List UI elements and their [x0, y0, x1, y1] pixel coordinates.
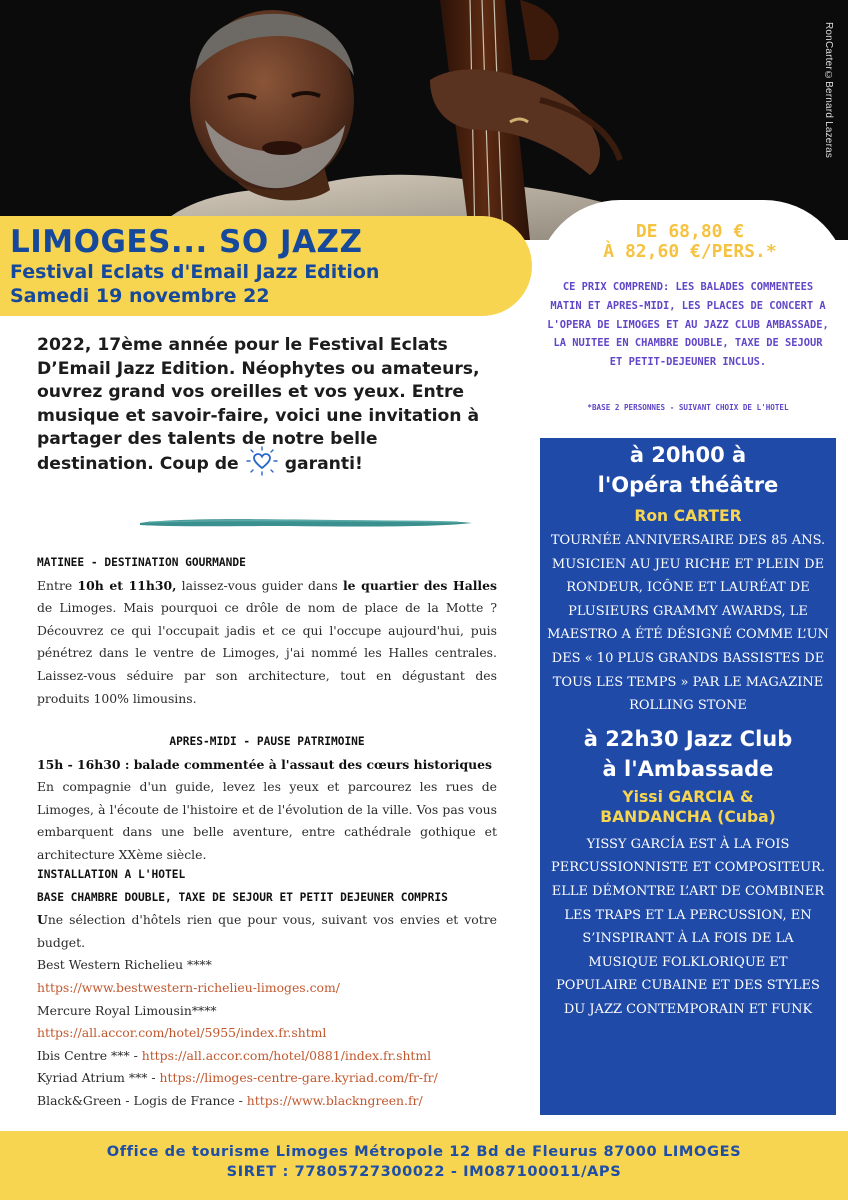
concert-panel [540, 438, 836, 1115]
page-title: LIMOGES... SO JAZZ [10, 224, 363, 260]
matinee-text-2: laissez-vous guider dans [176, 577, 343, 593]
hotel-2-link[interactable]: https://all.accor.com/hotel/5955/index.fr.shtml [37, 1025, 327, 1041]
hotel-section [37, 864, 497, 1113]
price-description: CE PRIX COMPREND: LES BALADES COMMENTEES MATIN ET APRES-MIDI, LES PLACES DE CONCERT A L'OPERA DE LIMOGES ET AU JAZZ CLUB AMBASSADE, LA NUITEE EN CHAMBRE DOUBLE, TAXE DE SEJOUR ET PETIT-DEJEUNER INCLUS. [547, 281, 829, 369]
afternoon-text: En compagnie d'un guide, levez les yeux et parcourez les rues de Limoges, à l'écoute de l'histoire et de l'évolution de la ville. Vos pas vous embarquent dans une belle aventure, entre cathédrale gothique et architecture XXème siècle. [37, 779, 497, 862]
price-from: DE 68,80 € [635, 221, 745, 242]
heart-icon [245, 446, 279, 476]
intro-text: 2022, 17ème année pour le Festival Eclats D’Email Jazz Edition. Néophytes ou amateurs, ouvrez grand vos oreilles et vos yeux. Entre musique et savoir-faire, voici une invitation à partager des talents de notre belle destination. Coup de [37, 335, 480, 474]
hotel-2-name: Mercure Royal Limousin**** [37, 1002, 217, 1018]
photo-credit: RonCarter©Bernard Lazeras [823, 22, 834, 159]
afternoon-heading: APRES-MIDI - PAUSE PATRIMOINE [169, 735, 365, 748]
hotel-heading: INSTALLATION A L'HOTEL [37, 868, 186, 881]
intro-text-end: garanti! [284, 453, 363, 474]
footer-registration: SIRET : 77805727300022 - IM087100011/APS [226, 1163, 622, 1180]
hotel-subheading: BASE CHAMBRE DOUBLE, TAXE DE SEJOUR ET PETIT DEJEUNER COMPRIS [37, 890, 448, 904]
footer-address: Office de tourisme Limoges Métropole 12 Bd de Fleurus 87000 LIMOGES [106, 1143, 742, 1160]
hotel-intro-initial: U [37, 912, 48, 928]
matinee-place: le quartier des Halles [342, 577, 498, 593]
hotel-intro [37, 909, 497, 954]
price-to: À 82,60 €/PERS.* [603, 241, 777, 262]
concert-2-time: à 22h30 Jazz Club [583, 726, 793, 751]
footer [0, 1131, 848, 1200]
matinee-hours: 10h et 11h30, [77, 577, 177, 593]
hotel-5-name: Black&Green - Logis de France - [37, 1092, 247, 1108]
concert-2 [540, 724, 836, 1022]
concert-1 [540, 438, 836, 718]
afternoon-subheading [37, 754, 497, 777]
concert-1-time: à 20h00 à [629, 443, 747, 467]
matinee-text [37, 575, 497, 711]
concert-1-venue: l'Opéra théâtre [597, 473, 779, 497]
hotel-intro-text: ne sélection d'hôtels rien que pour vous, suivant vos envies et votre budget. [37, 912, 497, 950]
matinee-heading: MATINEE - DESTINATION GOURMANDE [37, 556, 246, 569]
concert-1-bio: TOURNÉE ANNIVERSAIRE DES 85 ANS. MUSICIEN AU JEU RICHE ET PLEIN DE RONDEUR, ICÔNE ET LAURÉAT DE PLUSIEURS GRAMMY AWARDS, LE MAESTRO A ÉTÉ DÉSIGNÉ COMME L’UN DES « 10 PLUS GRANDS BASSISTES DE TOUS LES TEMPS » PAR LE MAGAZINE ROLLING STONE [547, 533, 829, 714]
concert-2-band: BANDANCHA (Cuba) [600, 807, 776, 826]
hotel-4-link[interactable]: https://limoges-centre-gare.kyriad.com/fr-fr/ [159, 1070, 438, 1086]
matinee-text-3: de Limoges. Mais pourquoi ce drôle de nom de place de la Motte ? Découvrez ce qui l'occupait jadis et ce qui l'occupe aujourd'hui, puis pénétrez dans le ventre de Limoges, j'ai nommé les Halles centrales. Laissez-vous séduire par son architecture, tout en dégustant des produits 100% limousins. [37, 600, 497, 706]
concert-2-venue: à l'Ambassade [602, 756, 774, 781]
hotel-1-link[interactable]: https://www.bestwestern-richelieu-limoges.com/ [37, 979, 340, 995]
intro-paragraph [37, 334, 489, 477]
concert-2-bio: YISSY GARCÍA EST À LA FOIS PERCUSSIONNISTE ET COMPOSITEUR. ELLE DÉMONTRE L’ART DE COMBINER LES TRAPS ET LA PERCUSSION, EN S’INSPIRANT À LA FOIS DE LA MUSIQUE FOLKLORIQUE ET POPULAIRE CUBAINE ET DES STYLES DU JAZZ CONTEMPORAIN ET FUNK [550, 836, 826, 1017]
matinee-section [37, 552, 497, 710]
title-banner [0, 216, 532, 316]
hotel-3-link[interactable]: https://all.accor.com/hotel/0881/index.fr.shtml [141, 1047, 432, 1063]
hotel-1-name: Best Western Richelieu **** [37, 957, 212, 973]
price-badge [560, 222, 820, 262]
price-footnote: *BASE 2 PERSONNES - SUIVANT CHOIX DE L'HOTEL [587, 403, 789, 412]
event-date: Samedi 19 novembre 22 [10, 285, 270, 307]
concert-1-artist: Ron CARTER [634, 507, 742, 525]
brush-stroke-divider [138, 514, 474, 532]
afternoon-section [37, 731, 497, 867]
hotel-3-name: Ibis Centre *** - [37, 1047, 142, 1063]
afternoon-subheading-text: 15h - 16h30 : balade commentée à l'assaut des cœurs historiques [37, 756, 493, 772]
hotel-4-name: Kyriad Atrium *** - [37, 1070, 160, 1086]
hotel-5-link[interactable]: https://www.blackngreen.fr/ [246, 1092, 423, 1108]
festival-name: Festival Eclats d'Email Jazz Edition [10, 261, 380, 283]
matinee-text-1: Entre [37, 577, 78, 593]
concert-2-artist: Yissi GARCIA & [622, 787, 754, 806]
